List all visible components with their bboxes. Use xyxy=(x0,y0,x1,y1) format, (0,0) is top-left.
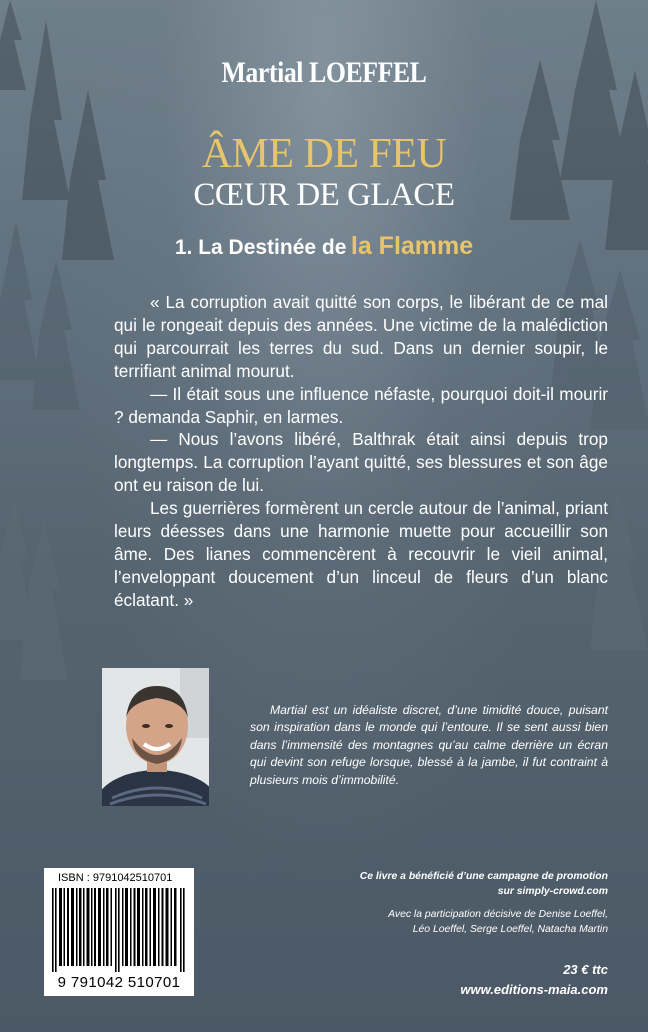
price-label: 23 € ttc xyxy=(563,962,608,977)
title-line-2: CŒUR DE GLACE xyxy=(193,177,455,213)
author-name: Martial LOEFFEL xyxy=(221,56,427,89)
bio-text: Martial est un idéaliste discret, d’une timidité douce, puisant son inspiration dans le monde qui l’entoure. Il se sent aussi bien dans l’immensité des montagnes qu’au calme derrière un écran qui devint son refuge lorsque, blessé à la jambe, il fut contraint à plusieurs mois d’immobilité. xyxy=(250,703,608,787)
author-bio xyxy=(250,702,608,789)
credits-line: Avec la participation décisive de Denise Loeffel, xyxy=(388,909,608,920)
subtitle-prefix: 1. La Destinée de xyxy=(174,236,347,259)
credits-line: Léo Loeffel, Serge Loeffel, Natacha Martin xyxy=(412,924,608,935)
excerpt-paragraph: Les guerrières formèrent un cercle autour de l’animal, priant leurs déesses dans une harmonie muette pour accueillir son âme. Des lianes commencèrent à recouvrir le vieil animal, l’enveloppant doucement d’un linceul de fleurs d’un blanc éclatant. » xyxy=(114,498,608,610)
volume-subtitle xyxy=(0,232,648,261)
author-portrait-illustration xyxy=(102,668,209,806)
author-photo xyxy=(102,668,209,806)
excerpt-paragraph: « La corruption avait quitté son corps, le libérant de ce mal qui le rongeait depuis des années. Une victime de la malédiction qui parcourrait les terres du sud. Dans un dernier soupir, le terrifiant animal mourut. xyxy=(114,292,608,381)
isbn-barcode xyxy=(44,868,194,996)
subtitle-accent: la Flamme xyxy=(350,232,474,260)
title-line-1: ÂME DE FEU xyxy=(201,131,447,177)
credits-note xyxy=(308,907,608,937)
excerpt-paragraph: — Il était sous une influence néfaste, pourquoi doit-il mourir ? demanda Saphir, en larmes. xyxy=(114,383,608,427)
promo-note xyxy=(308,869,608,899)
publisher-website: www.editions-maia.com xyxy=(460,982,608,997)
barcode-digits: 9 791042 510701 xyxy=(57,974,181,991)
promo-line: Ce livre a bénéficié d’une campagne de promotion xyxy=(359,871,608,882)
promo-line: sur simply-crowd.com xyxy=(497,886,608,897)
excerpt-paragraph: — Nous l’avons libéré, Balthrak était ainsi depuis trop longtemps. La corruption l’ayant quitté, ses blessures et son âge ont eu raison de lui. xyxy=(114,429,608,496)
barcode-bars xyxy=(52,888,186,972)
isbn-label: ISBN : 9791042510701 xyxy=(58,872,173,884)
book-excerpt xyxy=(114,291,608,612)
